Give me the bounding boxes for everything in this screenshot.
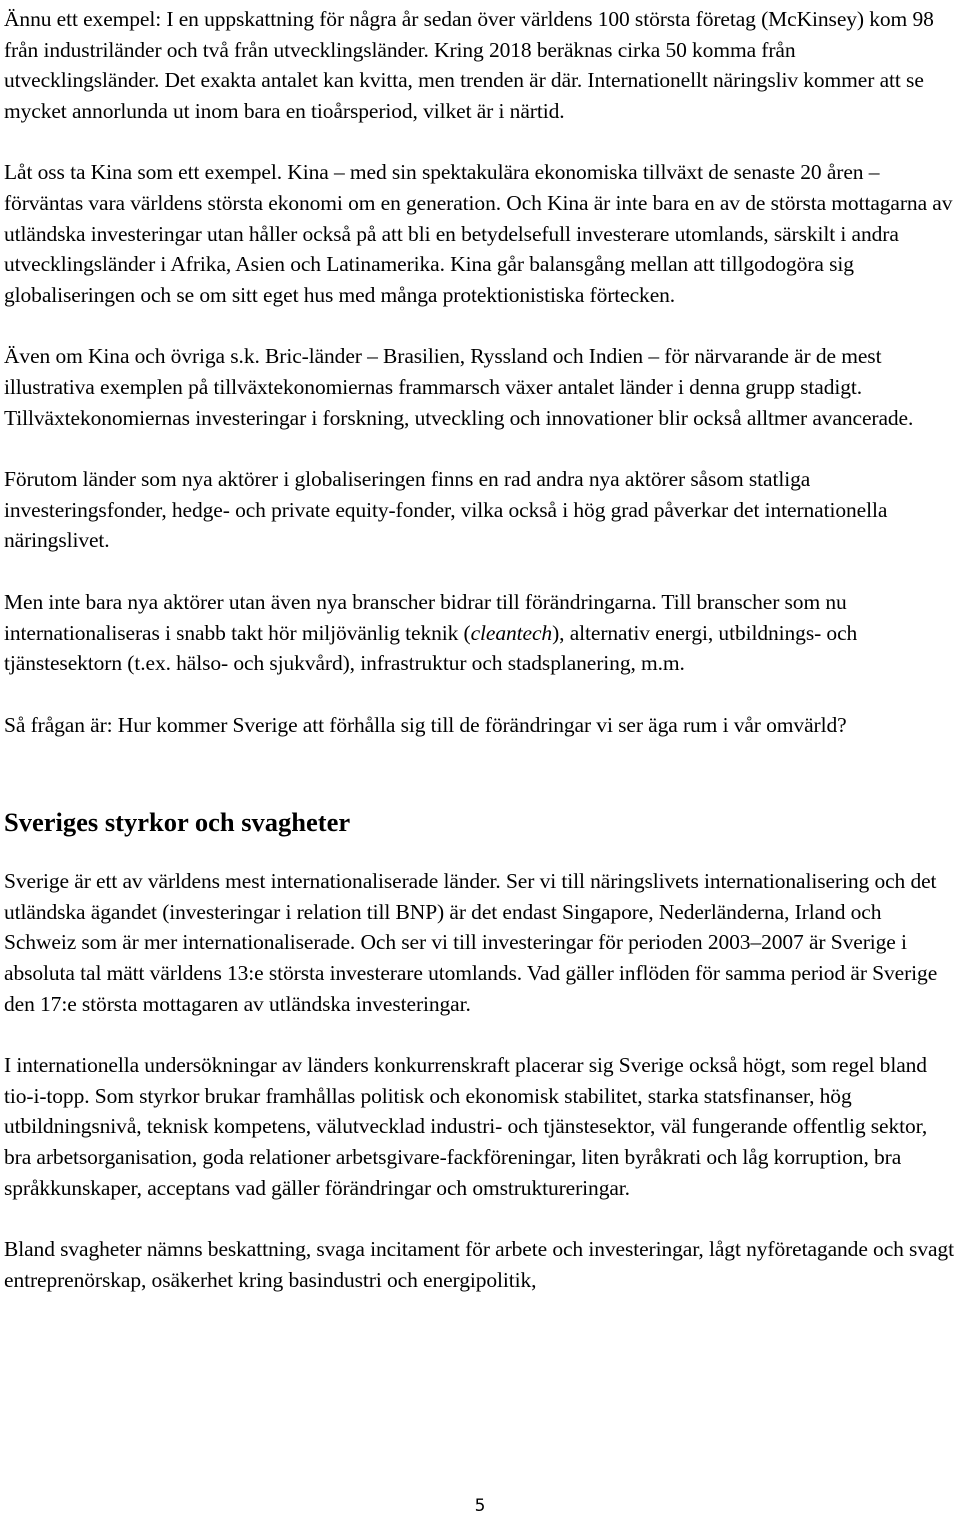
paragraph-spacer [4, 556, 956, 587]
paragraph-spacer [4, 126, 956, 157]
body-paragraph: I internationella undersökningar av länders konkurrenskraft placerar sig Sverige också högt, som regel bland tio-i-topp. Som styrkor brukar framhållas politisk och ekonomisk stabilitet, starka statsfinanser, hög utbildningsnivå, teknisk kompetens, välutvecklad industri- och tjänstesektor, väl fungerande offentlig sektor, bra arbetsorganisation, goda relationer arbetsgivare-fackföreningar, liten byråkrati och låg korruption, bra språkkunskaper, acceptans vad gäller förändringar och omstruktureringar. [4, 1053, 928, 1200]
paragraph-text: ), alternativ energi, utbildnings- och tjänstesektorn (t.ex. hälso- och sjukvård), infrastruktur och stadsplanering, m.m. [4, 620, 858, 676]
paragraph-spacer [4, 679, 956, 710]
page-number: 5 [474, 1496, 486, 1516]
body-paragraph: Låt oss ta Kina som ett exempel. Kina – med sin spektakulära ekonomiska tillväxt de senaste 20 åren – förväntas vara världens största ekonomi om en generation. Och Kina är inte bara en av de största mottagarna av utländska investeringar utan håller också på att bli en betydelsefull investerare utomlands, särskilt i andra utvecklingsländer i Afrika, Asien och Latinamerika. Kina går balansgång mellan att tillgodogöra sig globaliseringen och se om sitt eget hus med många protektionistiska förtecken. [4, 160, 953, 307]
body-paragraph-cleantech [4, 587, 956, 679]
body-paragraph: Förutom länder som nya aktörer i globaliseringen finns en rad andra nya aktörer såsom statliga investeringsfonder, hedge- och private equity-fonder, vilka också i hög grad påverkar det internationella näringslivet. [4, 467, 888, 553]
question-paragraph: Så frågan är: Hur kommer Sverige att förhålla sig till de förändringar vi ser äga rum i vår omvärld? [4, 712, 847, 737]
paragraph-spacer [4, 433, 956, 464]
body-paragraph: Ännu ett exempel: I en uppskattning för några år sedan över världens 100 största företag (McKinsey) kom 98 från industriländer och två från utvecklingsländer. Kring 2018 beräknas cirka 50 komma från utvecklingsländer. Det exakta antalet kan kvitta, men trenden är där. Internationellt näringsliv kommer att se mycket annorlunda ut inom bara en tioårsperiod, vilket är i närtid. [4, 7, 934, 123]
body-paragraph: Även om Kina och övriga s.k. Bric-länder – Brasilien, Ryssland och Indien – för närvarande är de mest illustrativa exemplen på tillväxtekonomiernas frammarsch växer antalet länder i denna grupp stadigt. Tillväxtekonomiernas investeringar i forskning, utveckling och innovationer blir också alltmer avancerade. [4, 344, 914, 430]
italic-term: cleantech [470, 620, 553, 645]
body-paragraph: Bland svagheter nämns beskattning, svaga incitament för arbete och investeringar, lågt nyföretagande och svagt entreprenörskap, osäkerhet kring basindustri och energipolitik, [4, 1237, 954, 1292]
body-paragraph: Sverige är ett av världens mest internationaliserade länder. Ser vi till näringslivets internationalisering och det utländska ägandet (investeringar i relation till BNP) är det endast Singapore, Nederländerna, Irland och Schweiz som är mer internationaliserade. Och ser vi till investeringar för perioden 2003–2007 är Sverige i absoluta tal mätt världens 13:e största investerare utomlands. Vad gäller inflöden för samma period är Sverige den 17:e största mottagaren av utländska investeringar. [4, 869, 938, 1016]
paragraph-spacer [4, 1019, 956, 1050]
paragraph-spacer [4, 310, 956, 341]
section-spacer [4, 740, 956, 804]
document-page [4, 4, 956, 1295]
heading-spacer [4, 840, 956, 866]
paragraph-spacer [4, 1203, 956, 1234]
section-heading: Sveriges styrkor och svagheter [4, 807, 351, 838]
paragraph-text: Men inte bara nya aktörer utan även nya branscher bidrar till förändringarna. Till branscher som nu internationaliseras i snabb takt hör miljövänlig teknik ( [4, 589, 847, 645]
